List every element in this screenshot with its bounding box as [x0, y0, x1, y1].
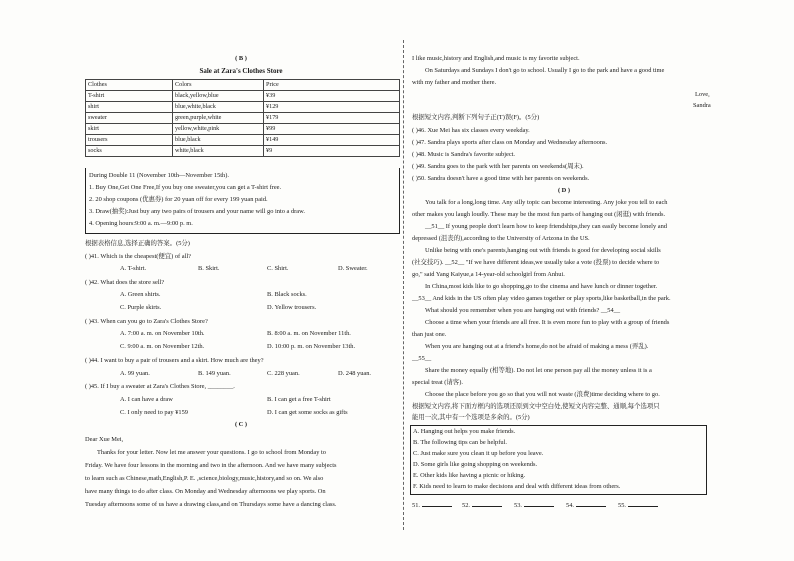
table-row [86, 113, 400, 124]
statement-46: ( )46. Xue Mei has six classes every weekday. [412, 127, 530, 134]
option-e: E. Other kids like having a picnic or hiking. [413, 472, 526, 479]
letter-line: Tuesday afternoons some of us have a drawing class,and on Thursdays some have a dancing class. [85, 501, 337, 508]
passage-line: Unlike being with one's parents,hanging out with friends is good for developing social skills [425, 247, 661, 254]
table-cell: ¥129 [264, 102, 400, 113]
table-cell: skirt [86, 124, 173, 135]
passage-line: __55__ [412, 355, 432, 362]
q42-option-b[interactable]: B. Black socks. [267, 291, 307, 298]
q41-option-b[interactable]: B. Skirt. [198, 265, 220, 272]
table-cell: ¥39 [264, 91, 400, 102]
info-line: 2. 20 shop coupons (优惠券) for 20 yuan off for every 199 yuan paid. [89, 196, 268, 203]
q44-option-c[interactable]: C. 228 yuan. [267, 370, 300, 377]
table-cell: ¥179 [264, 113, 400, 124]
table-row [86, 91, 400, 102]
answer-54[interactable] [566, 500, 606, 510]
sale-info-box [85, 168, 400, 234]
statement-47: ( )47. Sandra plays sports after class on Monday and Wednesday afternoons. [412, 139, 608, 146]
answer-label: 54. [566, 502, 574, 509]
statement-48: ( )48. Music is Sandra's favorite subject. [412, 151, 516, 158]
q43-option-b[interactable]: B. 8:00 a. m. on November 11th. [267, 330, 351, 337]
letter-line: Thanks for your letter. Now let me answer your questions. I go to school from Monday to [97, 449, 326, 456]
table-cell: sweater [86, 113, 173, 124]
answer-label: 55. [618, 502, 626, 509]
passage-line: special treat (请客). [412, 379, 463, 386]
table-row [86, 146, 400, 157]
section-b-title: Sale at Zara's Clothes Store [199, 67, 283, 75]
letter-signature: Sandra [693, 102, 711, 109]
answer-51[interactable] [412, 500, 452, 510]
q45-option-a[interactable]: A. I can have a draw [120, 396, 173, 403]
section-c-instruction: 根据短文内容,判断下列句子正(T)误(F)。(5分) [412, 114, 540, 121]
answer-label: 52. [462, 502, 470, 509]
section-b-heading: ( B ) [235, 55, 247, 62]
table-header: Colors [173, 80, 264, 91]
section-b-instruction: 根据表格信息,选择正确的答案。(5分) [85, 240, 190, 247]
passage-line: Choose a time when your friends are all free. It is even more fun to play with a group of friends [425, 319, 670, 326]
q41-option-a[interactable]: A. T-shirt. [120, 265, 147, 272]
table-cell: shirt [86, 102, 173, 113]
letter-line: I like music,history and English,and music is my favorite subject. [412, 55, 580, 62]
table-cell: socks [86, 146, 173, 157]
q42-option-d[interactable]: D. Yellow trousers. [267, 304, 317, 311]
table-cell: green,purple,white [173, 113, 264, 124]
q42-option-a[interactable]: A. Green shirts. [120, 291, 161, 298]
table-header: Price [264, 80, 400, 91]
table-row [86, 102, 400, 113]
options-box [410, 425, 707, 495]
question-44: ( )44. I want to buy a pair of trousers and a skirt. How much are they? [85, 357, 264, 364]
passage-line: go," said Yang Kaiyue,a 14-year-old schoolgirl from Anhui. [412, 271, 565, 278]
passage-line: other makes you laugh loudly. These may be the most fun parts of hanging out (闲逛) with friends. [412, 211, 666, 218]
q45-option-c[interactable]: C. I only need to pay ¥159 [120, 409, 188, 416]
option-c: C. Just make sure you clean it up before you leave. [413, 450, 544, 457]
table-cell: white,black [173, 146, 264, 157]
passage-line: When you are hanging out at a friend's home,do not be afraid of making a mess (弄乱). [425, 343, 649, 350]
info-line: 3. Draw(抽奖):Just buy any two pairs of trousers and your name will go into a draw. [89, 208, 305, 215]
sale-table [85, 79, 400, 157]
letter-line: with my father and mother there. [412, 79, 497, 86]
q42-option-c[interactable]: C. Purple skirts. [120, 304, 162, 311]
answer-label: 51. [412, 502, 420, 509]
passage-line: (社交技巧). __52__ "If we have different ideas,we usually take a vote (投票) to decide where to [412, 259, 660, 266]
table-row [86, 124, 400, 135]
question-42: ( )42. What does the store sell? [85, 279, 165, 286]
table-cell: trousers [86, 135, 173, 146]
q43-option-c[interactable]: C. 9:00 a. m. on November 12th. [120, 343, 205, 350]
q45-option-d[interactable]: D. I can get some socks as gifts [267, 409, 348, 416]
q43-option-d[interactable]: D. 10:00 p. m. on November 13th. [267, 343, 356, 350]
table-cell: yellow,white,pink [173, 124, 264, 135]
table-cell: blue,white,black [173, 102, 264, 113]
column-divider [403, 40, 404, 530]
question-41: ( )41. Which is the cheapest(便宜) of all? [85, 253, 192, 260]
section-d-instruction: 根据短文内容,将下面方框内的选项还原到文中空白处,使短文内容完整、通顺,每个选项只 [412, 403, 660, 410]
section-d-heading: ( D ) [557, 187, 571, 194]
answer-blank[interactable] [472, 500, 502, 507]
option-a: A. Hanging out helps you make friends. [413, 428, 516, 435]
passage-line: __51__ If young people don't learn how to keep friendships,they can easily become lonely and [425, 223, 667, 230]
answer-52[interactable] [462, 500, 502, 510]
table-cell: ¥99 [264, 124, 400, 135]
info-line: 1. Buy One,Get One Free,If you buy one sweater,you can get a T-shirt free. [89, 184, 282, 191]
passage-line: In China,most kids like to go shopping,go to the cinema and have lunch or dinner together. [425, 283, 658, 290]
q43-option-a[interactable]: A. 7:00 a. m. on November 10th. [120, 330, 205, 337]
question-45: ( )45. If I buy a sweater at Zara's Clothes Store, ________. [85, 383, 235, 390]
letter-greeting: Dear Xue Mei, [85, 436, 124, 443]
section-c-heading: ( C ) [234, 421, 248, 428]
q44-option-a[interactable]: A. 99 yuan. [120, 370, 150, 377]
passage-line: Share the money equally (相等地). Do not let one person pay all the money unless it is a [425, 367, 652, 374]
answer-53[interactable] [514, 500, 554, 510]
table-cell: blue,black [173, 135, 264, 146]
letter-line: Friday. We have four lessons in the morning and two in the afternoon. And we have many subjects [85, 462, 337, 469]
answer-blank[interactable] [524, 500, 554, 507]
table-cell: black,yellow,blue [173, 91, 264, 102]
table-header: Clothes [86, 80, 173, 91]
q44-option-b[interactable]: B. 149 yuan. [198, 370, 231, 377]
answer-55[interactable] [618, 500, 658, 510]
table-cell: T-shirt [86, 91, 173, 102]
statement-50: ( )50. Sandra doesn't have a good time with her parents on weekends. [412, 175, 590, 182]
q41-option-d[interactable]: D. Sweater. [338, 265, 368, 272]
option-b: B. The following tips can be helpful. [413, 439, 507, 446]
passage-line: You talk for a long,long time. Any silly topic can become interesting. Any joke you tell to each [425, 199, 668, 206]
option-f: F. Kids need to learn to make decisions and deal with different ideas from others. [413, 483, 621, 490]
left-column [80, 0, 402, 561]
q44-option-d[interactable]: D. 248 yuan. [338, 370, 372, 377]
table-cell: ¥149 [264, 135, 400, 146]
table-cell: ¥9 [264, 146, 400, 157]
info-line: During Double 11 (November 10th—November 15th). [89, 172, 229, 179]
answer-blank[interactable] [576, 500, 606, 507]
passage-line: __53__ And kids in the US often play video games together or play sports,like basketball,in the park. [412, 295, 671, 302]
answer-blank[interactable] [628, 500, 658, 507]
table-row [86, 135, 400, 146]
q41-option-c[interactable]: C. Shirt. [267, 265, 289, 272]
passage-line: Choose the place before you go so that you will not waste (浪费)time deciding where to go. [425, 391, 660, 398]
question-43: ( )43. When can you go to Zara's Clothes Store? [85, 318, 208, 325]
answer-label: 53. [514, 502, 522, 509]
q45-option-b[interactable]: B. I can get a free T-shirt [267, 396, 331, 403]
info-line: 4. Opening hours:9:00 a. m.—9:00 p. m. [89, 220, 193, 227]
table-header-row [86, 80, 400, 91]
statement-49: ( )49. Sandra goes to the park with her parents on weekends(周末). [412, 163, 584, 170]
option-d: D. Some girls like going shopping on weekends. [413, 461, 538, 468]
letter-line: On Saturdays and Sundays I don't go to school. Usually I go to the park and have a good time [425, 67, 665, 74]
letter-line: to learn such as Chinese,math,English,P. E. ,science,biology,music,history,and so on. We also [85, 475, 324, 482]
letter-closing: Love, [695, 91, 710, 98]
answer-blank[interactable] [422, 500, 452, 507]
passage-line: depressed (沮丧的),according to the University of Arizona in the US. [412, 235, 590, 242]
letter-line: have many things to do after class. On Monday and Wednesday afternoons we play sports. On [85, 488, 326, 495]
passage-line: than just one. [412, 331, 447, 338]
section-d-instruction: 能用一次,其中有一个选项是多余的。(5分) [412, 414, 530, 421]
passage-line: What should you remember when you are hanging out with friends? __54__ [425, 307, 621, 314]
